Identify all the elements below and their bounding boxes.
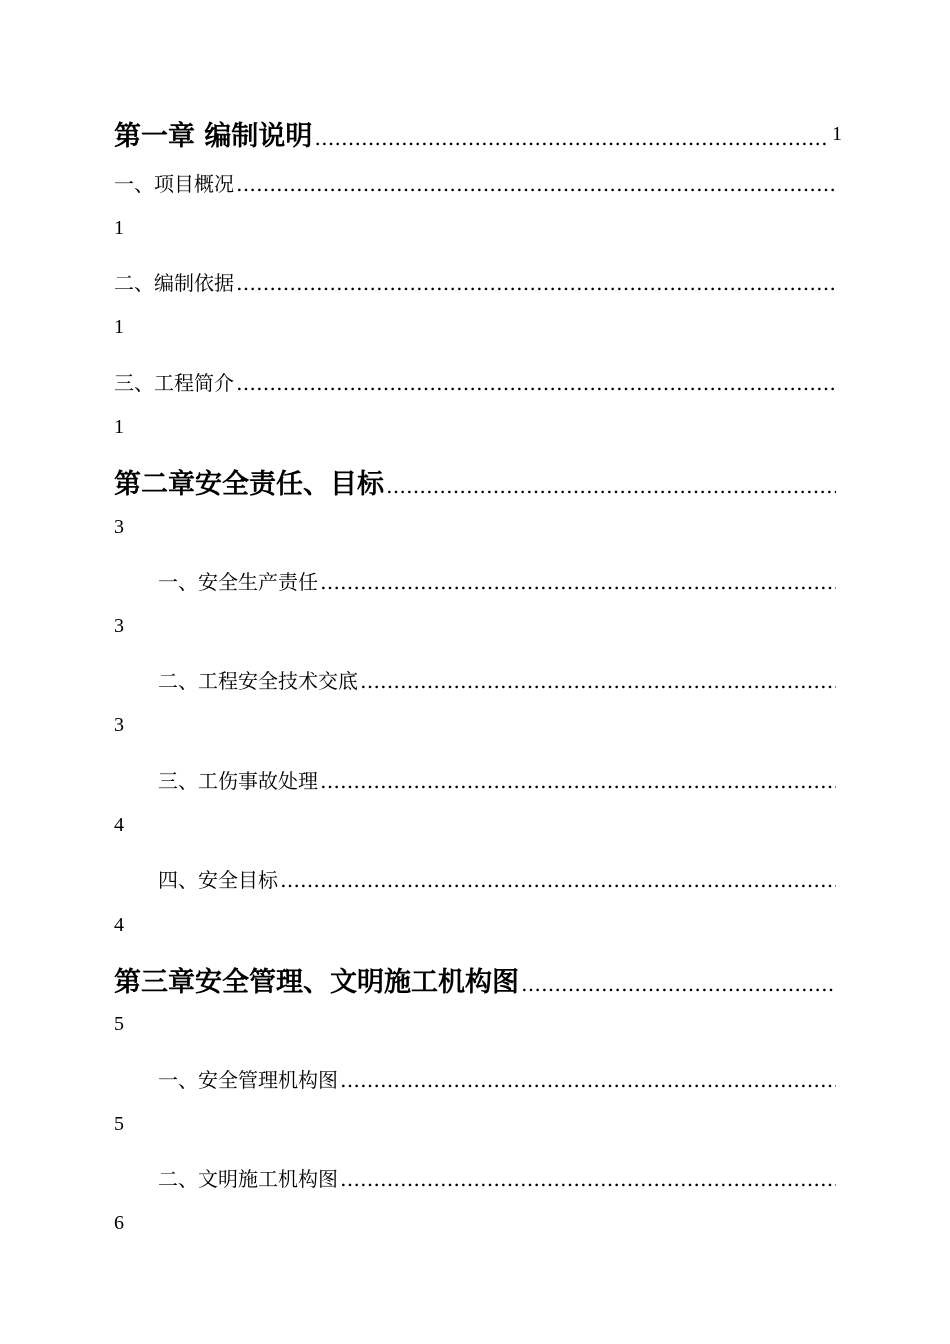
toc-entry-section[interactable] [158, 566, 836, 595]
dot-leader [386, 474, 836, 498]
dot-leader [236, 271, 836, 295]
toc-entry-section[interactable] [158, 765, 836, 794]
toc-entry-section[interactable] [158, 1163, 836, 1192]
toc-entry-section[interactable] [158, 665, 836, 694]
toc-page-number: 1 [114, 217, 124, 239]
toc-entry-title: 三、工伤事故处理 [158, 769, 318, 793]
toc-entry-title: 第二章安全责任、目标 [114, 469, 384, 500]
toc-entry-chapter-3[interactable] [114, 960, 836, 999]
toc-entry-title: 二、工程安全技术交底 [158, 669, 358, 693]
toc-entry-title: 一、安全管理机构图 [158, 1068, 338, 1092]
toc-entry-title: 一、安全生产责任 [158, 570, 318, 594]
toc-entry-chapter-1[interactable] [114, 114, 826, 153]
dot-leader [521, 972, 836, 996]
dot-leader [320, 570, 836, 594]
dot-leader [236, 371, 836, 395]
toc-entry-title: 一、项目概况 [114, 172, 234, 196]
dot-leader [340, 1068, 836, 1092]
toc-page-number: 4 [114, 914, 124, 936]
dot-leader [340, 1167, 836, 1191]
toc-entry-section[interactable] [158, 864, 836, 893]
toc-page-number: 4 [114, 814, 124, 836]
dot-leader [320, 769, 836, 793]
toc-page-number: 3 [114, 714, 124, 736]
dot-leader [360, 669, 836, 693]
dot-leader [314, 126, 826, 150]
toc-entry-section[interactable] [158, 1064, 836, 1093]
toc-page-number: 1 [114, 416, 124, 438]
toc-page-number: 1 [832, 123, 842, 145]
toc-entry-section[interactable] [114, 267, 836, 296]
toc-entry-section[interactable] [114, 367, 836, 396]
toc-page-number: 3 [114, 516, 124, 538]
toc-entry-title: 三、工程简介 [114, 371, 234, 395]
toc-entry-title: 二、文明施工机构图 [158, 1167, 338, 1191]
toc-page-number: 5 [114, 1013, 124, 1035]
dot-leader [236, 172, 836, 196]
toc-entry-chapter-2[interactable] [114, 462, 836, 501]
toc-entry-title: 四、安全目标 [158, 868, 278, 892]
toc-page-number: 1 [114, 316, 124, 338]
toc-page-number: 6 [114, 1212, 124, 1234]
toc-entry-title: 二、编制依据 [114, 271, 234, 295]
toc-entry-title: 第一章 编制说明 [114, 121, 313, 152]
dot-leader [280, 868, 836, 892]
toc-page-number: 3 [114, 615, 124, 637]
toc-entry-title: 第三章安全管理、文明施工机构图 [114, 967, 519, 998]
toc-page-number: 5 [114, 1113, 124, 1135]
toc-entry-section[interactable] [114, 168, 836, 197]
